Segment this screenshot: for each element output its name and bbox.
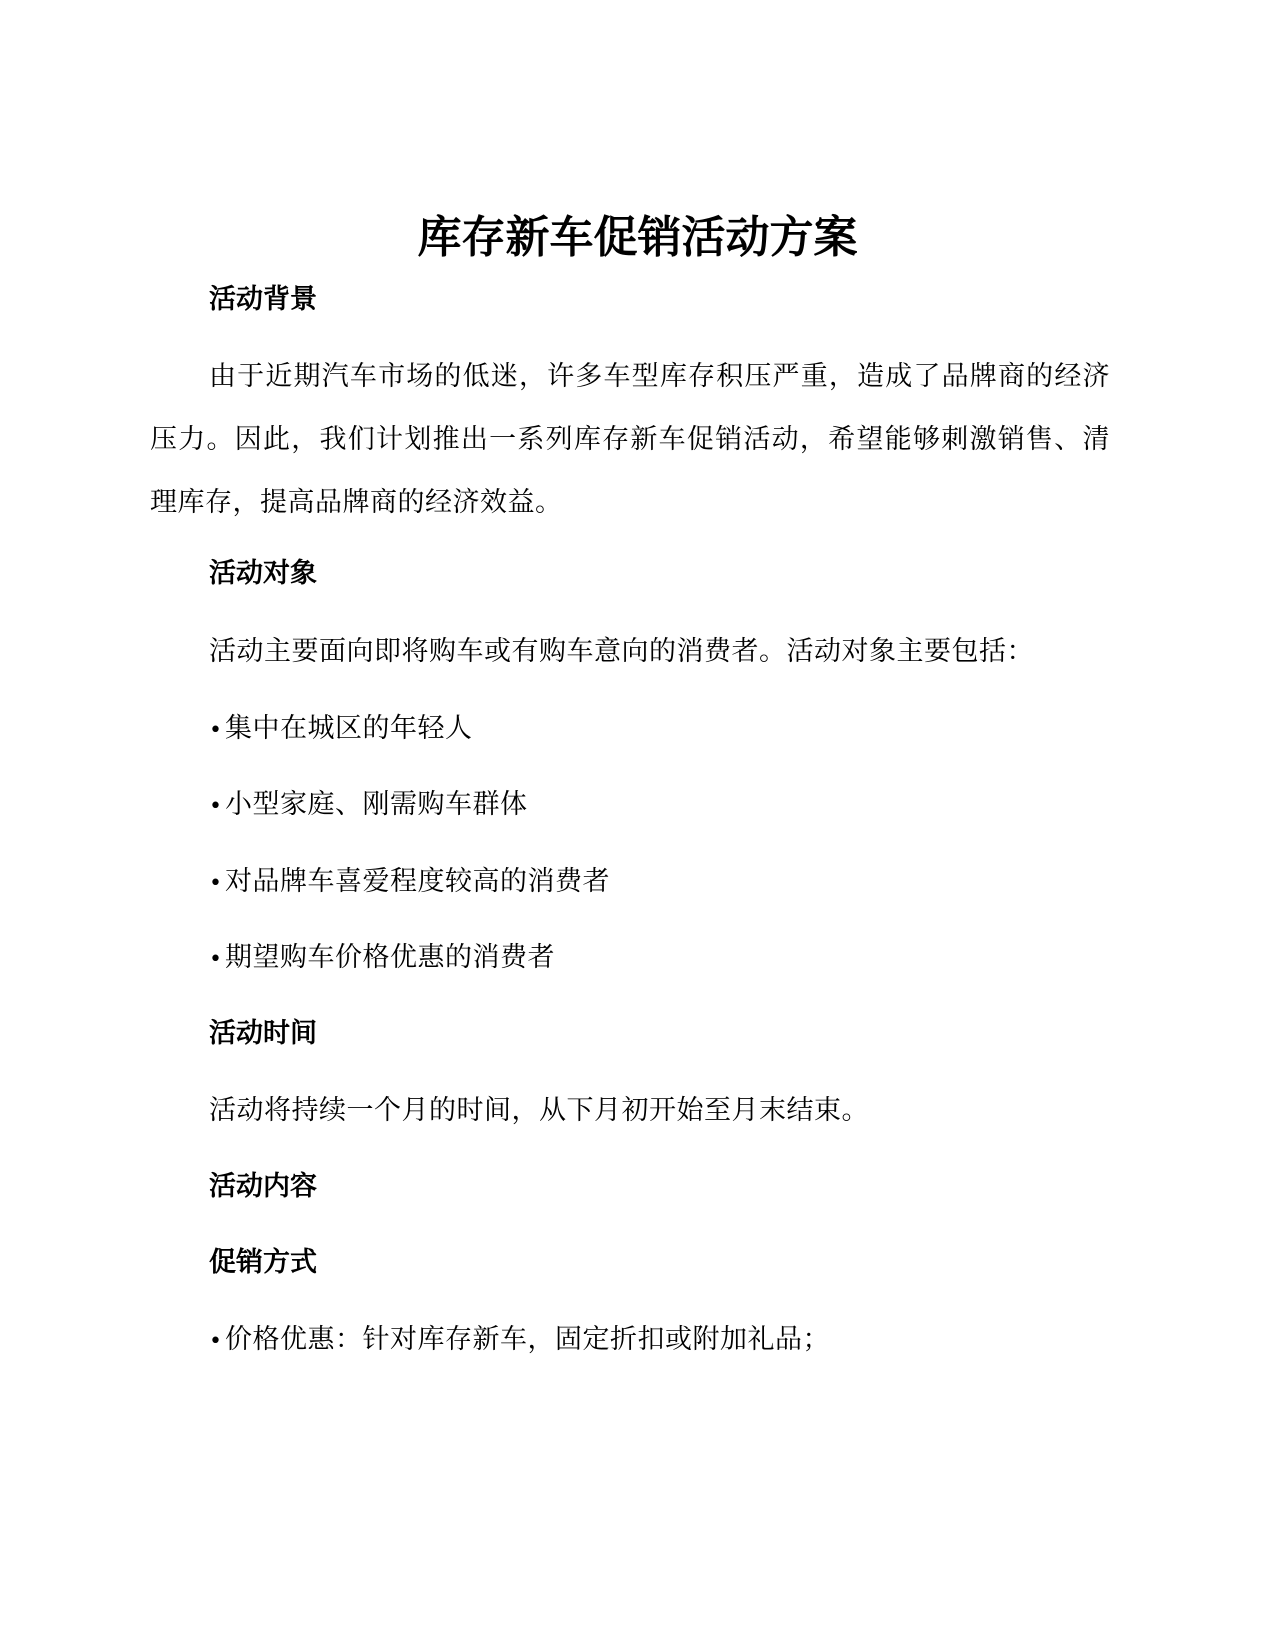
list-item-text: 对品牌车喜爱程度较高的消费者 <box>225 866 610 897</box>
list-item <box>209 864 610 902</box>
section-heading-audience: 活动对象 <box>209 558 317 589</box>
list-item <box>209 1322 830 1360</box>
list-item-text: 价格优惠：针对库存新车，固定折扣或附加礼品； <box>225 1324 830 1355</box>
bullet-icon: • <box>209 947 223 972</box>
list-item-text: 期望购车价格优惠的消费者 <box>225 942 555 973</box>
list-item <box>209 711 473 749</box>
list-item-text: 集中在城区的年轻人 <box>225 713 473 744</box>
bullet-icon: • <box>209 1329 223 1354</box>
section-heading-promotion: 促销方式 <box>209 1247 317 1278</box>
list-item <box>209 940 555 978</box>
section-heading-time: 活动时间 <box>209 1018 317 1049</box>
bullet-icon: • <box>209 871 223 896</box>
list-item-text: 小型家庭、刚需购车群体 <box>225 789 528 820</box>
list-item <box>209 787 528 825</box>
bullet-icon: • <box>209 718 223 743</box>
audience-intro: 活动主要面向即将购车或有购车意向的消费者。活动对象主要包括： <box>209 636 1034 667</box>
background-paragraph: 由于近期汽车市场的低迷，许多车型库存积压严重，造成了品牌商的经济压力。因此，我们计划推出一系列库存新车促销活动，希望能够刺激销售、清理库存，提高品牌商的经济效益。 <box>150 361 1110 518</box>
bullet-icon: • <box>209 794 223 819</box>
section-heading-content: 活动内容 <box>209 1171 317 1202</box>
time-text: 活动将持续一个月的时间，从下月初开始至月末结束。 <box>209 1095 869 1126</box>
section-heading-background: 活动背景 <box>209 284 317 315</box>
page-title: 库存新车促销活动方案 <box>417 212 858 263</box>
